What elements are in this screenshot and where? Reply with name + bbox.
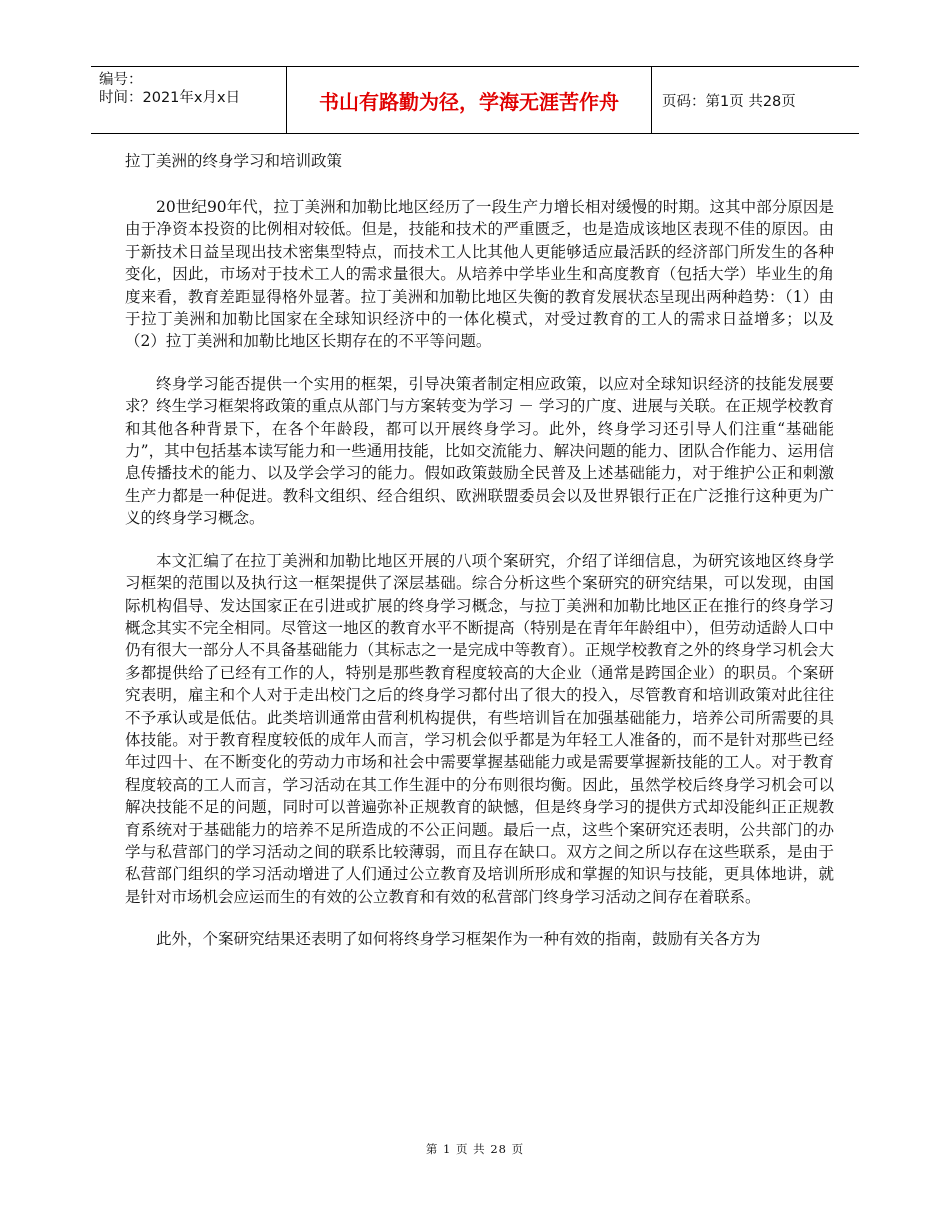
page-header [91, 66, 859, 134]
body-paragraph: 终身学习能否提供一个实用的框架，引导决策者制定相应政策，以应对全球知识经济的技能发展要求？终生学习框架将政策的重点从部门与方案转变为学习 － 学习的广度、进展与关联。在正规学校教育和其他各种背景下，在各个年龄段，都可以开展终身学习。此外，终身学习还引导人们注重“基础能力”，其中包括基本读写能力和一些通用技能，比如交流能力、解决问题的能力、团队合作能力、运用信息传播技术的能力、以及学会学习的能力。假如政策鼓励全民普及上述基础能力，对于维护公正和刺激生产力都是一种促进。教科文组织、经合组织、欧洲联盟委员会以及世界银行正在广泛推行这种更为广义的终身学习概念。 [125, 374, 834, 528]
document-body [125, 196, 834, 971]
body-paragraph: 本文汇编了在拉丁美洲和加勒比地区开展的八项个案研究，介绍了详细信息，为研究该地区终身学习框架的范围以及执行这一框架提供了深层基础。综合分析这些个案研究的研究结果，可以发现，由国际机构倡导、发达国家正在引进或扩展的终身学习概念，与拉丁美洲和加勒比地区正在推行的终身学习概念其实不完全相同。尽管这一地区的教育水平不断提高（特别是在青年年龄组中），但劳动适龄人口中仍有很大一部分人不具备基础能力（其标志之一是完成中等教育）。正规学校教育之外的终身学习机会大多都提供给了已经有工作的人，特别是那些教育程度较高的大企业（通常是跨国企业）的职员。个案研究表明，雇主和个人对于走出校门之后的终身学习都付出了很大的投入，尽管教育和培训政策对此往往不予承认或是低估。此类培训通常由营利机构提供，有些培训旨在加强基础能力，培养公司所需要的具体技能。对于教育程度较低的成年人而言，学习机会似乎都是为年轻工人准备的，而不是针对那些已经年过四十、在不断变化的劳动力市场和社会中需要掌握基础能力或是需要掌握新技能的工人。对于教育程度较高的工人而言，学习活动在其工作生涯中的分布则很均衡。因此，虽然学校后终身学习机会可以解决技能不足的问题，同时可以普遍弥补正规教育的缺憾，但是终身学习的提供方式却没能纠正正规教育系统对于基础能力的培养不足所造成的不公正问题。最后一点，这些个案研究还表明，公共部门的办学与私营部门的学习活动之间的联系比较薄弱，而且存在缺口。双方之间之所以存在这些联系，是由于私营部门组织的学习活动增进了人们通过公立教育及培训所形成和掌握的知识与技能，更具体地讲，就是针对市场机会应运而生的有效的公立教育和有效的私营部门终身学习活动之间存在着联系。 [125, 551, 834, 906]
document-number-label: 编号： [99, 72, 143, 88]
header-meta-cell [91, 67, 287, 133]
body-paragraph: 此外，个案研究结果还表明了如何将终身学习框架作为一种有效的指南，鼓励有关各方为 [156, 930, 761, 949]
header-page-info: 页码：第1页 共28页 [662, 93, 796, 110]
document-time-label: 时间：2021年x月x日 [99, 90, 241, 106]
document-title: 拉丁美洲的终身学习和培训政策 [125, 152, 343, 170]
header-motto: 书山有路勤为径，学海无涯苦作舟 [287, 67, 652, 133]
body-paragraph: 20世纪90年代，拉丁美洲和加勒比地区经历了一段生产力增长相对缓慢的时期。这其中部分原因是由于净资本投资的比例相对较低。但是，技能和技术的严重匮乏，也是造成该地区表现不佳的原因。由于新技术日益呈现出技术密集型特点，而技术工人比其他人更能够适应最活跃的经济部门所发生的各种变化，因此，市场对于技术工人的需求量很大。从培养中学毕业生和高度教育（包括大学）毕业生的角度来看，教育差距显得格外显著。拉丁美洲和加勒比地区失衡的教育发展状态呈现出两种趋势：（1）由于拉丁美洲和加勒比国家在全球知识经济中的一体化模式，对受过教育的工人的需求日益增多；以及（2）拉丁美洲和加勒比地区长期存在的不平等问题。 [125, 198, 834, 351]
page-footer: 第 1 页 共 28 页 [425, 1142, 525, 1156]
